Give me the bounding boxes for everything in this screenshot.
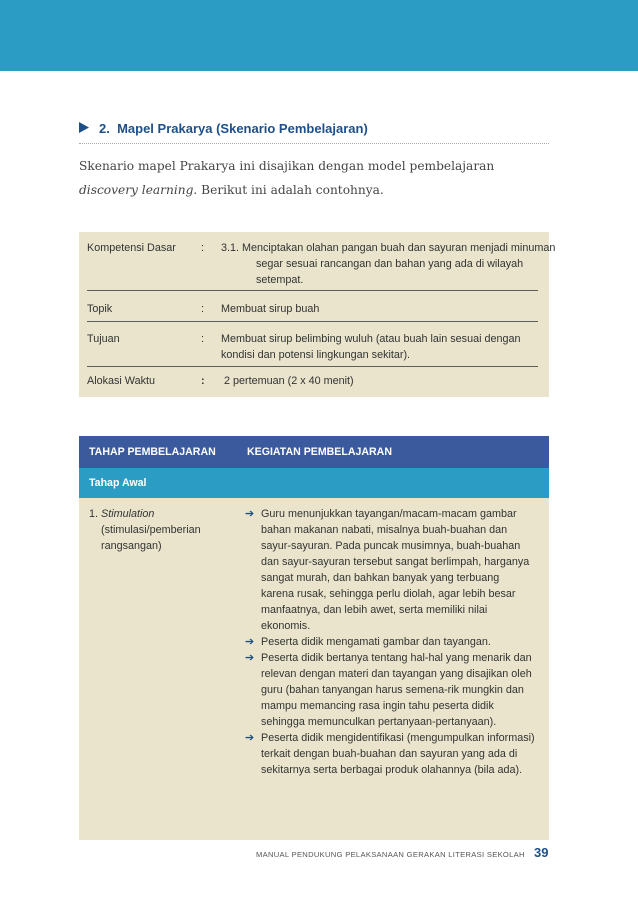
list-item: ➔ Peserta didik mengidentifikasi (mengumpulkan informasi) terkait dengan buah-buahan dan sayuran yang ada di sekitarnya serta berbagai produk olahannya (bila ada). [245,732,535,776]
section-heading [79,117,549,144]
list-item: ➔ Peserta didik bertanya tentang hal-hal yang menarik dan relevan dengan materi dan tayangan yang disajikan oleh guru (bahan tanyangan harus semena-rik mungkin dan mampu memancing rasa ingin tahu peserta didik sehingga memunculkan pertanyaan-pertanyaan). [245,652,532,728]
list-item: ➔ Peserta didik mengamati gambar dan tayangan. [245,636,491,648]
activity-list [245,506,535,778]
info-divider [87,290,538,291]
intro-emphasis: discovery learning [79,183,194,197]
footer-text: MANUAL PENDUKUNG PELAKSANAAN GERAKAN LITERASI SEKOLAH [256,850,525,859]
arrow-right-icon: ➔ [245,508,255,520]
section-title: 2. Mapel Prakarya (Skenario Pembelajaran) [99,121,368,136]
section-marker-icon [79,122,89,133]
arrow-right-icon: ➔ [245,636,255,648]
step-description: (stimulasi/pemberian rangsangan) [101,524,201,552]
step-name: Stimulation [101,508,155,520]
activity-table-header [79,436,549,468]
arrow-right-icon: ➔ [245,732,255,744]
intro-paragraph: Skenario mapel Prakarya ini disajikan dengan model pembelajaran discovery learning. Berikut ini adalah contohnya. [79,159,495,197]
header-stage: TAHAP PEMBELAJARAN [89,446,216,458]
info-divider [87,366,538,367]
header-band [0,0,638,71]
page-number: 39 [534,845,549,860]
lesson-info-box: Kompetensi Dasar : 3.1. Menciptakan olahan pangan buah dan sayuran menjadi minuman segar sesuai rancangan dan bahan yang ada di wilayah setempat. Topik : Membuat sirup buah Tujuan : Membuat sirup belimbing wuluh (atau buah lain sesuai dengan kondisi dan potensi lingkungan sekitar). Alokasi Waktu : 2 pertemuan (2 x 40 menit) [79,232,549,397]
stage-row [79,468,549,498]
arrow-right-icon: ➔ [245,652,255,664]
header-activity: KEGIATAN PEMBELAJARAN [247,446,392,458]
activity-table: TAHAP PEMBELAJARAN KEGIATAN PEMBELAJARAN Tahap Awal 1. Stimulation (stimulasi/pemberian rangsangan) ➔ Guru menunjukkan tayangan/macam-macam gambar bahan makanan nabati, misalnya buah-buahan dan sayur-sayuran. Pada puncak musimnya, buah-buahan dan sayur-sayuran tersebut sangat berlimpah, harganya sangat murah, dan bahkan banyak yang terbuang karena rusak, sehingga perlu diolah, agar lebih besar manfaatnya, dan lebih awet, serta memiliki nilai ekonomis. ➔ Peserta didik mengamati gambar dan tayangan. ➔ Peserta didik bertanya tentang hal-hal yang menarik dan relevan dengan materi dan tayangan yang disajikan oleh guru (bahan tanyangan harus semena-rik mungkin dan mampu memancing rasa ingin tahu peserta didik sehingga memunculkan pertanyaan-pertanyaan). ➔ Peserta didik mengidentifikasi (mengumpulkan informasi) terkait dengan buah-buahan dan sayuran yang ada di sekitarnya serta berbagai produk olahannya (bila ada). [79,436,549,840]
stage-label: Tahap Awal [89,477,147,489]
list-item: ➔ Guru menunjukkan tayangan/macam-macam gambar bahan makanan nabati, misalnya buah-buahan dan sayur-sayuran. Pada puncak musimnya, buah-buahan dan sayur-sayuran tersebut sangat berlimpah, harganya sangat murah, dan bahkan banyak yang terbuang karena rusak, sehingga perlu diolah, agar lebih besar manfaatnya, dan lebih awet, serta memiliki nilai ekonomis. [245,508,530,632]
info-divider [87,321,538,322]
